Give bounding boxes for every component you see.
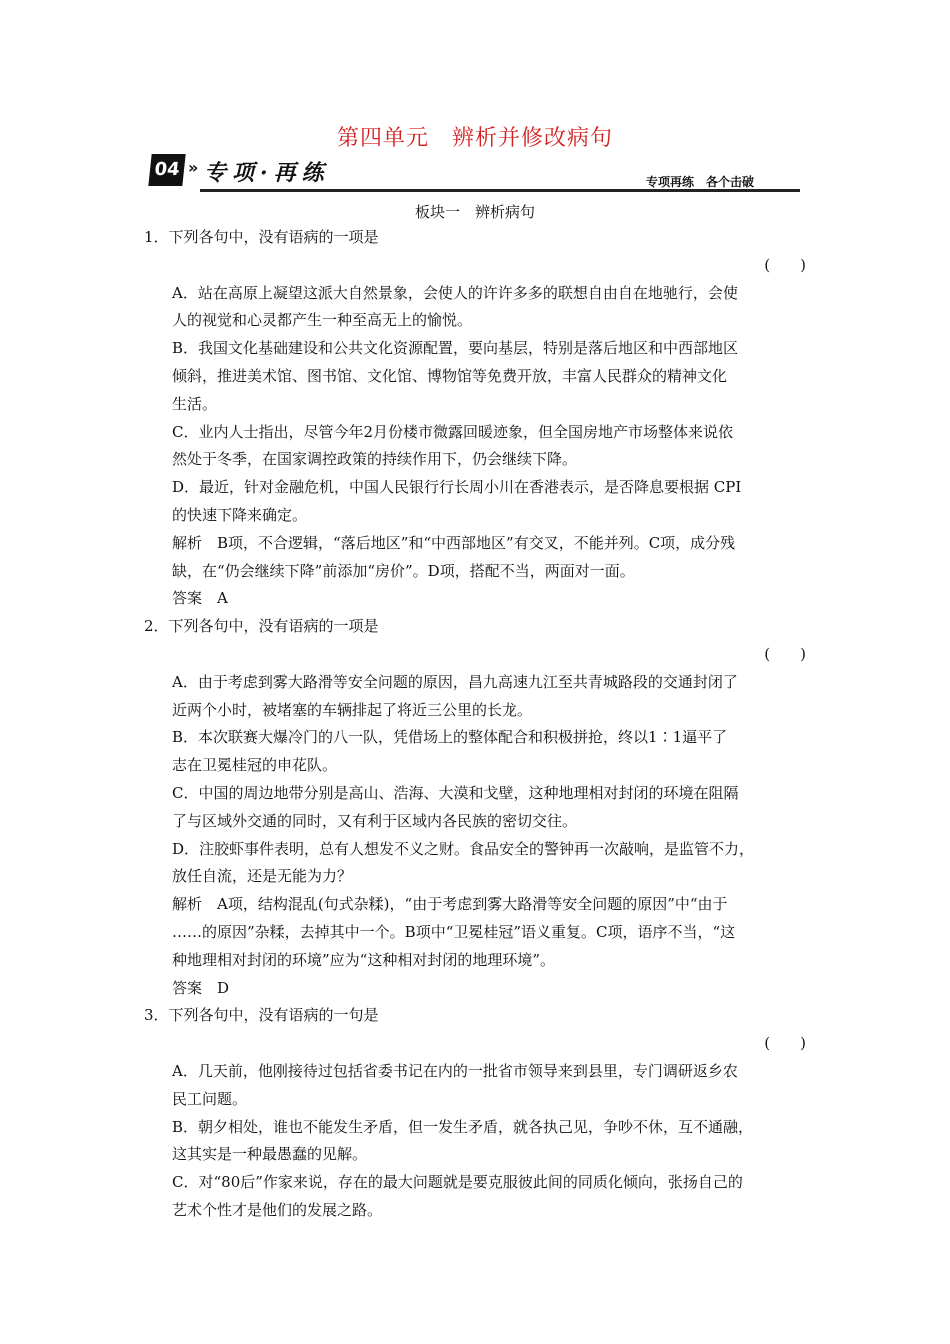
text-line: A．站在高原上凝望这派大自然景象，会使人的许许多多的联想自由自在地驰行，会使 [172, 283, 738, 302]
text-line: 了与区域外交通的同时，又有利于区域内各民族的密切交往。 [172, 811, 578, 830]
text-line: 民工问题。 [172, 1089, 248, 1108]
text-line: 艺术个性才是他们的发展之路。 [172, 1200, 383, 1219]
text-line: 人的视觉和心灵都产生一种至高无上的愉悦。 [172, 311, 473, 330]
question-stem: 2．下列各句中，没有语病的一项是 [144, 617, 379, 636]
question-1 [144, 224, 812, 613]
text-line: C．对“80后”作家来说，存在的最大问题就是要克服彼此间的同质化倾向，张扬自己的 [172, 1173, 743, 1192]
analysis-line: 解析 B项，不合逻辑，“落后地区”和“中西部地区”有交叉，不能并列。C项，成分残 [172, 533, 736, 552]
text-line: D．最近，针对金融危机，中国人民银行行长周小川在香港表示，是否降息要根据 CPI [172, 478, 742, 497]
answer-blank: ( ) [764, 644, 806, 663]
text-line: 然处于冬季，在国家调控政策的持续作用下，仍会继续下降。 [172, 450, 578, 469]
question-2 [144, 613, 812, 1002]
answer-line: 答案 A [172, 589, 228, 608]
analysis-line: 种地理相对封闭的环境”应为“这种相对封闭的地理环境”。 [172, 950, 556, 969]
text-line: 的快速下降来确定。 [172, 505, 308, 524]
block-title: 板块一 辨析病句 [414, 203, 535, 221]
text-line: B．我国文化基础建设和公共文化资源配置，要向基层，特别是落后地区和中西部地区 [172, 339, 739, 358]
question-stem: 1．下列各句中，没有语病的一项是 [144, 228, 379, 246]
page-title: 第四单元 辨析并修改病句 [336, 126, 613, 151]
header-rule [200, 189, 800, 192]
analysis-line: 缺，在“仍会继续下降”前添加“房价”。D项，搭配不当，两面对一面。 [172, 561, 635, 580]
text-line: 放任自流，还是无能为力？ [172, 867, 353, 886]
question-3 [144, 1002, 812, 1224]
text-line: 近两个小时，被堵塞的车辆排起了将近三公里的长龙。 [172, 700, 533, 719]
section-banner [148, 152, 800, 192]
text-line: B．本次联赛大爆冷门的八一队，凭借场上的整体配合和积极拼抢，终以1∶1逼平了 [172, 728, 728, 747]
text-line: 生活。 [172, 394, 218, 413]
text-line: 这其实是一种最愚蠢的见解。 [172, 1145, 368, 1164]
section-name: 专项·再练 [204, 160, 330, 186]
analysis-line: ……的原因”杂糅，去掉其中一个。B项中“卫冕桂冠”语义重复。C项，语序不当，“这 [172, 922, 736, 941]
section-number-badge: 04 [148, 154, 185, 186]
text-line: A．几天前，他刚接待过包括省委书记在内的一批省市领导来到县里，专门调研返乡农 [172, 1061, 738, 1080]
section-tagline: 专项再练 各个击破 [645, 175, 754, 189]
text-line: C．业内人士指出，尽管今年2月份楼市微露回暖迹象，但全国房地产市场整体来说依 [172, 422, 734, 441]
answer-blank: ( ) [764, 255, 806, 274]
text-line: 志在卫冕桂冠的申花队。 [172, 756, 338, 775]
chevron-icon: » [188, 158, 199, 177]
text-line: B．朝夕相处，谁也不能发生矛盾，但一发生矛盾，就各执己见，争吵不休，互不通融， [172, 1117, 754, 1136]
answer-line: 答案 D [172, 978, 230, 997]
text-line: A．由于考虑到雾大路滑等安全问题的原因，昌九高速九江至共青城路段的交通封闭了 [172, 672, 738, 691]
answer-blank: ( ) [764, 1034, 806, 1053]
question-list [144, 224, 812, 1225]
text-line: 倾斜，推进美术馆、图书馆、文化馆、博物馆等免费开放，丰富人民群众的精神文化 [172, 366, 728, 385]
question-stem: 3．下列各句中，没有语病的一句是 [144, 1006, 379, 1025]
text-line: D．注胶虾事件表明，总有人想发不义之财。食品安全的警钟再一次敲响，是监管不力， [172, 839, 755, 858]
analysis-line: 解析 A项，结构混乱(句式杂糅)，“由于考虑到雾大路滑等安全问题的原因”中“由于 [172, 895, 728, 914]
text-line: C．中国的周边地带分别是高山、浩海、大漠和戈壁，这种地理相对封闭的环境在阻隔 [172, 783, 739, 802]
